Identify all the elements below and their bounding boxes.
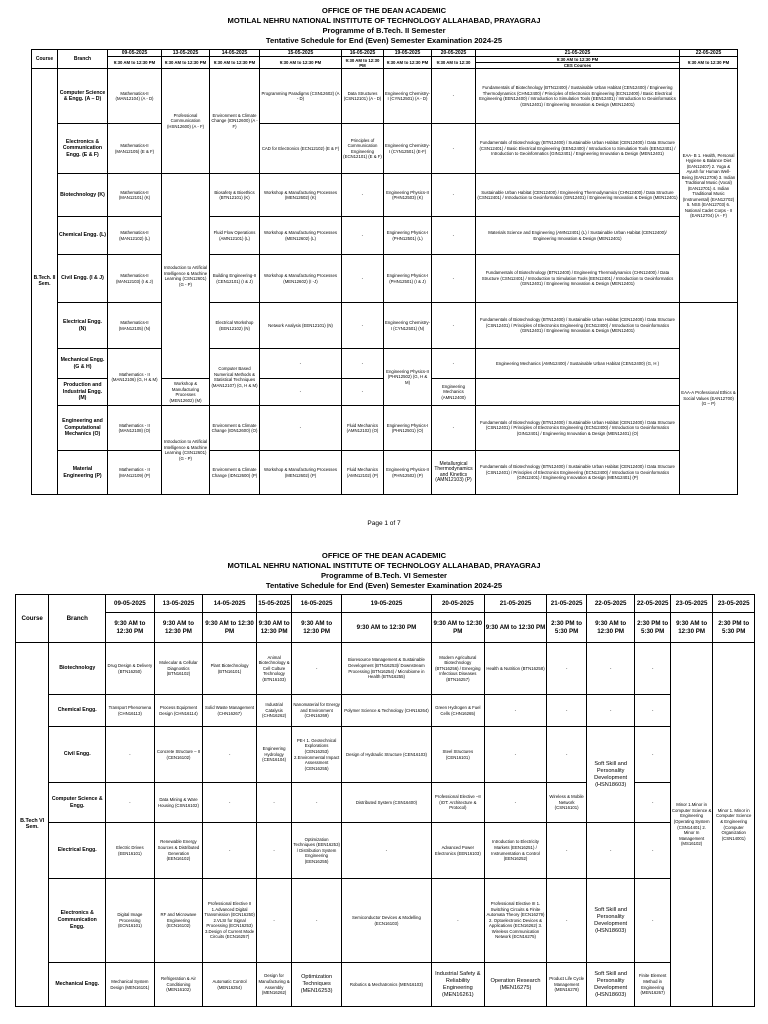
course-cell: B.Tech. II Sem.	[32, 69, 58, 495]
time-header: 9:30 AM to 12:30 PM	[260, 57, 342, 69]
exam-cell: Mechanical System Design (MEN16101)	[106, 963, 155, 1007]
exam-cell: Renewable Energy Sources & Distributed Generation (EEN16102)	[154, 823, 203, 879]
branch-cell: Electrical Engg.	[49, 823, 106, 879]
exam-cell: -	[292, 879, 342, 963]
institute-name: MOTILAL NEHRU NATIONAL INSTITUTE OF TECHNOLOGY ALLAHABAD, PRAYAGRAJ	[227, 16, 541, 25]
exam-cell: Engineering Physics-II (PHN12502) (G, H & M)	[384, 349, 432, 406]
office-title: OFFICE OF THE DEAN ACADEMIC	[321, 551, 447, 560]
exam-cell: -	[586, 823, 635, 879]
exam-cell: -	[256, 823, 291, 879]
exam-cell: Engineering Physics-I (PHN12501) (O)	[384, 406, 432, 451]
exam-cell: -	[106, 727, 155, 783]
exam-cell: -	[203, 783, 257, 823]
exam-cell: -	[432, 879, 485, 963]
exam-cell: Automatic Control (MEN16254)	[203, 963, 257, 1007]
exam-cell: Network Analysis (EEN12101) (N)	[260, 303, 342, 349]
exam-cell: Professional Elective III 1. Switching Circuits & Finite Automata Theory (ECN16279) 2. Optoelectronic Devices & Applications (ECN16262) 3. Wireless Communication Network (ECN16275)	[484, 879, 547, 963]
exam-cell: -	[547, 643, 586, 695]
exam-cell: Mathematics-II (MAN12101) (K)	[108, 174, 162, 217]
exam-cell: Workshop & Manufacturing Processes (MEN12602) (I -J)	[260, 255, 342, 303]
date-header: 21-05-2025	[484, 595, 547, 613]
exam-cell: Drug Design & Delivery (BTN16250)	[106, 643, 155, 695]
schedule-title: Tentative Schedule for End (Even) Semester Examination 2024-25	[265, 36, 503, 45]
date-header: 22-05-2025	[680, 50, 738, 57]
exam-cell: Molecular & Cellular Diagnostics (BTN16102)	[154, 643, 203, 695]
exam-cell: Advanced Power Electronics (EEN16103)	[432, 823, 485, 879]
exam-cell: Fundamentals of Biotechnology (BTN12400) / Engineering Thermodynamics (CHN12400) / Data Structure (CSN12401) / Introduction to Simulation Tools (EEN12401) / Introduction to Geoinformatics (GIN12401) / Engineering Innovation & Design (MEN12401)	[476, 255, 680, 303]
exam-cell: Industrial Safety & Reliability Engineering (MEN16261)	[432, 963, 485, 1007]
exam-cell: Sustainable Urban Habitat (CEN12400) / Engineering Thermodynamics (CHN12400) / Data Structure (CSN12401) / Introduction to Geoinformatics (GIN12401) / Engineering Innovation & Design (MEN12401)	[476, 174, 680, 217]
exam-cell: Nanomaterial for Energy and Environment (CHN16269)	[292, 695, 342, 727]
exam-cell: -	[256, 879, 291, 963]
schedule-sheet-vi-sem	[0, 548, 768, 998]
time-header: 9:30 AM to 12:30 PM	[680, 57, 738, 69]
exam-cell: Fundamentals of Biotechnology (BTN12400) / Sustainable Urban Habitat (CEN12400) / Data Structure (CSN12401) / Basic Electrical Engineering (EEN12400) / Introduction to Simulation Tools (EEN12401) / Introduction to Geoinformatics (GIN12401) / Engineering Innovation & Design (MEN12401)	[476, 124, 680, 174]
exam-cell: -	[432, 349, 476, 379]
exam-cell: Engineering Physics-I (PHN12501) (L)	[384, 217, 432, 255]
col-course-header: Course	[16, 595, 49, 643]
exam-cell: -	[342, 174, 384, 217]
exam-cell: Wireless & Mobile Network (CSN16101)	[547, 783, 586, 823]
exam-cell: Professional Elective II 1.Advanced Digital Transmission (ECN16250) 2.VLSI for Signal Processing (ECN16253) 3.Design of Current Mode Circuits (ECN16257)	[203, 879, 257, 963]
exam-cell: Distributed System (CSN16400)	[341, 783, 431, 823]
exam-cell: -	[203, 727, 257, 783]
sheet1-header	[0, 0, 768, 46]
exam-cell: Concrete Structure – II (CEN16102)	[154, 727, 203, 783]
exam-cell: Engineering Hydrology (CEN16104)	[256, 727, 291, 783]
exam-cell: -	[203, 823, 257, 879]
time-header: 9:30 AM to 12:30 PM	[203, 613, 257, 643]
exam-cell: Workshop & Manufacturing Processes (MEN12602) (L)	[260, 217, 342, 255]
institute-name: MOTILAL NEHRU NATIONAL INSTITUTE OF TECHNOLOGY ALLAHABAD, PRAYAGRAJ	[227, 561, 541, 570]
exam-cell: Introduction to Artificial Intelligence & Machine Learning (CSN12601) (G - P)	[162, 406, 210, 495]
time-header: 9:30 AM to 12:30 PM	[106, 613, 155, 643]
exam-cell: -	[635, 727, 670, 783]
exam-cell: Programming Paradigms (CSN12602) (A - D)	[260, 69, 342, 124]
exam-cell: -	[432, 69, 476, 124]
exam-cell: -	[547, 695, 586, 727]
exam-cell: Engineering Physics-II (PHN12503) (K)	[384, 174, 432, 217]
exam-cell: -	[484, 783, 547, 823]
exam-cell: Soft Skill and Personality Development (HSN18603)	[586, 963, 635, 1007]
exam-cell: -	[432, 303, 476, 349]
exam-cell: Electrical Workshop (EEN12102) (N)	[210, 303, 260, 349]
branch-cell: Electrical Engg. (N)	[58, 303, 108, 349]
exam-cell: Fundamentals of Biotechnology (BTN12400) / Sustainable Urban Habitat (CEN12400) / Engineering Thermodynamics (CHN12400) / Principles of Electronics Engineering (ECN12400) / Basic Electrical Engineering (EEN12400) / Introduction to Simulation Tools (EEN12401) / Introduction to Geoinformatics (GIN12401) / Engineering Innovation & Design (MEN12401)	[476, 69, 680, 124]
exam-cell: -	[484, 695, 547, 727]
time-header: 9:30 AM to 12:30 PM	[341, 613, 431, 643]
exam-cell: -	[547, 879, 586, 963]
time-header: 9:30 AM to 12:30 PM	[154, 613, 203, 643]
branch-cell: Civil Engg.	[49, 727, 106, 783]
branch-cell: Engineering and Computational Mechanics (O)	[58, 406, 108, 451]
exam-cell: Engineering Chemistry-I (CYN12501) (N)	[384, 303, 432, 349]
date-header: 16-05-2025	[292, 595, 342, 613]
date-header: 20-05-2025	[432, 595, 485, 613]
time-header: 2:30 PM to 5:30 PM	[635, 613, 670, 643]
exam-cell: Soft Skill and Personality Development (HSN18603)	[586, 879, 635, 963]
exam-cell: Professional Communication (HSN12600) (A - F)	[162, 69, 210, 174]
exam-cell: Optimization Techniques (EEN16253) / Distribution System Engineering (EEN16255)	[292, 823, 342, 879]
exam-cell: -	[292, 643, 342, 695]
time-header: 9:30 AM to 12:30 PM	[384, 57, 432, 69]
date-header: 13-05-2025	[154, 595, 203, 613]
minor-exam-cell: Minor 1. Minor in Computer Science & Engineering (Computer Organization (CSN14001)	[713, 643, 755, 1007]
exam-cell: Workshop & Manufacturing Processes (MEN12602) (K)	[260, 174, 342, 217]
date-header: 19-05-2025	[341, 595, 431, 613]
exam-cell: Fluid Mechanics (AMN12102) (P)	[342, 451, 384, 495]
exam-cell: Engineering Mechanics (AMN12400) / Sustainable Urban Habitat (CEN12400) (G, H )	[476, 349, 680, 379]
programme-title: Programme of B.Tech. VI Semester	[320, 571, 448, 580]
time-header: 9:30 AM to 12:30 PM	[432, 613, 485, 643]
exam-cell: Mathematics-II (MAN12105) (N)	[108, 303, 162, 349]
col-branch-header: Branch	[49, 595, 106, 643]
schedule-title: Tentative Schedule for End (Even) Semester Examination 2024-25	[265, 581, 503, 590]
branch-cell: Chemical Engg. (L)	[58, 217, 108, 255]
exam-cell: Robotics & Mechatronics (MEN16103)	[341, 963, 431, 1007]
schedule-table-ii-sem	[31, 49, 738, 495]
exam-cell: Refrigeration & Air Conditioning (MEN16102)	[154, 963, 203, 1007]
date-header: 22-05-2025	[586, 595, 635, 613]
date-header: 15-05-2025	[260, 50, 342, 57]
exam-cell: -	[432, 174, 476, 217]
exam-cell: -	[547, 823, 586, 879]
exam-cell: -	[635, 695, 670, 727]
date-header: 15-05-2025	[256, 595, 291, 613]
exam-cell: Biosafety & Bioethics (BTN12101) (K)	[210, 174, 260, 217]
exam-cell: Workshop & Manufacturing Processes (MEN12602) (P)	[260, 451, 342, 495]
time-header: 9:30 AM to 12:30 PM	[108, 57, 162, 69]
branch-cell: Mechanical Engg.	[49, 963, 106, 1007]
exam-cell: -	[635, 643, 670, 695]
time-header: 9:30 AM to 12:30 PM	[342, 57, 384, 69]
time-header: 9:30 AM to 12:30 PM	[210, 57, 260, 69]
date-header: 09-05-2025	[106, 595, 155, 613]
time-header: 9:30 AM to 12:30 PM	[484, 613, 547, 643]
exam-cell: Professional Elective –II (IOT: Architecture & Protocol)	[432, 783, 485, 823]
branch-cell: Chemical Engg.	[49, 695, 106, 727]
branch-cell: Biotechnology	[49, 643, 106, 695]
exam-cell: Industrial Catalysis (CHN16262)	[256, 695, 291, 727]
exam-cell: -	[260, 349, 342, 379]
office-title: OFFICE OF THE DEAN ACADEMIC	[321, 6, 447, 15]
exam-cell: -	[547, 727, 586, 783]
exam-cell: Fundamentals of Biotechnology (BTN12400) / Sustainable Urban Habitat (CEN12400) / Data Structure (CSN12401) / Principles of Electronics Engineering (ECN12400) / Introduction to Geoinformatics (GIN12401) / Engineering Innovation & Design (MEN12401)	[476, 303, 680, 349]
exam-cell: RF and Microwave Engineering (ECN16102)	[154, 879, 203, 963]
exam-cell: -	[635, 783, 670, 823]
exam-cell: Materials Science and Engineering (AMN12401) (L) / Sustainable Urban Habitat (CEN12400)/ Engineering Innovation & Design (MEN12401)	[476, 217, 680, 255]
exam-cell: EAA-A Professional Ethics & Social Values (EAN12700) (G – P)	[680, 303, 738, 495]
ces-label: CES Courses	[563, 63, 592, 68]
exam-cell: Operation Research (MEN16275)	[484, 963, 547, 1007]
exam-cell: Animal Biotechnology & Cell Culture Technology (BTN16103)	[256, 643, 291, 695]
exam-cell: Engineering Chemistry-I (CYN12501) (A - D)	[384, 69, 432, 124]
exam-cell: -	[586, 695, 635, 727]
exam-cell: CAD for Electronics (ECN12102) (E & F)	[260, 124, 342, 174]
exam-cell: Digital Image Processing (ECN16101)	[106, 879, 155, 963]
exam-cell: Optimization Techniques (MEN16253)	[292, 963, 342, 1007]
exam-cell: Workshop & Manufacturing Processes (MEN12602) (M)	[162, 379, 210, 406]
exam-cell: Mathematics - II (MAN12108) (O)	[108, 406, 162, 451]
exam-cell: Metallurgical Thermodynamics and Kinetics (AMN12103) (P)	[432, 451, 476, 495]
exam-cell: Bioresource Management & Sustainable Development (BTN16253)/ Downstream Processing (BTN16254) / Microbiome in Health (BTN16255)	[341, 643, 431, 695]
exam-cell: Product Life Cycle Management (MEN16278)	[547, 963, 586, 1007]
date-header: 23-05-2025	[713, 595, 755, 613]
exam-cell: -	[484, 727, 547, 783]
date-header: 13-05-2025	[162, 50, 210, 57]
time-header: 2:30 PM to 5:30 PM	[713, 613, 755, 643]
exam-cell: Engineering Physics-I (PHN12501) (I & J)	[384, 255, 432, 303]
exam-cell: Transport Phenomena (CHN16113)	[106, 695, 155, 727]
exam-cell: Fundamentals of Biotechnology (BTN12400) / Sustainable Urban Habitat (CEN12400) / Data Structure (CSN12401) / Principles of Electronics Engineering (ECN12400) / Introduction to Geoinformatics (GIN12401) / Engineering Innovation & Design (MEN12401) (O)	[476, 406, 680, 451]
col-branch-header: Branch	[58, 50, 108, 69]
branch-cell: Electronics & Communication Engg. (E & F)	[58, 124, 108, 174]
exam-cell: Engineering Mechanics (AMN12400)	[432, 379, 476, 406]
exam-cell: -	[342, 255, 384, 303]
sheet2-header	[0, 548, 768, 591]
exam-cell: -	[432, 406, 476, 451]
time-header: 9:30 AM to 12:30 PM	[292, 613, 342, 643]
exam-cell: Health & Nutrition (BTN16258)	[484, 643, 547, 695]
exam-cell: -	[260, 379, 342, 406]
branch-cell: Material Engineering (P)	[58, 451, 108, 495]
course-cell: B.Tech VI Sem.	[16, 643, 49, 1007]
exam-cell: Plant Biotechnology (BTN16101)	[203, 643, 257, 695]
date-header: 14-05-2025	[203, 595, 257, 613]
exam-cell: Mathematics - II (MAN12109) (P)	[108, 451, 162, 495]
exam-cell: Building Engineering-II (CEN12101) (I & J)	[210, 255, 260, 303]
exam-cell: Mathematics - II (MAN12106) (G, H & M)	[108, 349, 162, 406]
schedule-table-vi-sem	[15, 594, 755, 1007]
exam-cell: -	[342, 217, 384, 255]
exam-cell: Environment & Climate Change (IDN12600) (A - F)	[210, 69, 260, 174]
exam-cell: -	[342, 303, 384, 349]
date-header: 09-05-2025	[108, 50, 162, 57]
col-course-header: Course	[32, 50, 58, 69]
branch-cell: Production and Industrial Engg. (M)	[58, 379, 108, 406]
time-header: 9:30 AM to 12:30 PM	[256, 613, 291, 643]
programme-title: Programme of B.Tech. II Semester	[322, 26, 446, 35]
exam-cell: Mathematics-II (MAN12103) (I & J)	[108, 255, 162, 303]
exam-cell: Steel Structures (CEN16101)	[432, 727, 485, 783]
date-header: 21-05-2025	[547, 595, 586, 613]
exam-cell: Engineering Chemistry-I (CYN12501) (E-F)	[384, 124, 432, 174]
exam-cell: Data Mining & Ware Housing (CSN16102)	[154, 783, 203, 823]
date-header: 16-05-2025	[342, 50, 384, 57]
exam-cell: Mathematics-II (MAN12102) (L)	[108, 217, 162, 255]
exam-cell: -	[106, 783, 155, 823]
exam-cell: Design of Hydraulic Structure (CEN16103)	[341, 727, 431, 783]
exam-cell: Principles of Communication Engineering (ECN12101) (E & F)	[342, 124, 384, 174]
exam-cell: Data Structures (CSN12101) (A - D)	[342, 69, 384, 124]
branch-cell: Civil Engg. (I & J)	[58, 255, 108, 303]
branch-cell: Mechanical Engg. (G & H)	[58, 349, 108, 379]
page-number: Page 1 of 7	[367, 520, 401, 527]
branch-cell: Electronics & Communication Engg.	[49, 879, 106, 963]
exam-cell: Introduction to Artificial Intelligence & Machine Learning (CSN12601) (G - P)	[162, 174, 210, 379]
time-header: 9:30 AM to 12:30 PM	[586, 613, 635, 643]
exam-cell: -	[432, 217, 476, 255]
exam-cell: Fluid Mechanics (AMN12102) (O)	[342, 406, 384, 451]
exam-cell: -	[342, 349, 384, 379]
exam-cell: Fluid Flow Operations (AMN12101) (L)	[210, 217, 260, 255]
time-label: 9:30 AM to 12:30 PM	[476, 57, 679, 63]
exam-cell: EAA- B 1. Health, Personal Hygiene & Balance Diet (EAN12407) 2. Yoga & Ayush for Human Well- Being (EAN12706) 3. Indian Traditional Music (Vocal) (EAN12701) 4. Indian Traditional Music (Instrumental) (EAN12702) 5. NSS (EAN12703) 6. National Cadet Corps - II (EAN12704) (A - F)	[680, 69, 738, 303]
exam-cell: -	[635, 823, 670, 879]
exam-cell: Computer Based Numerical Methods & Statistical Techniques (MAN12107) (G, H & M)	[210, 349, 260, 406]
exam-cell: Process Equipment Design (CHN16114)	[154, 695, 203, 727]
time-header	[476, 57, 680, 69]
exam-cell: -	[292, 783, 342, 823]
exam-cell: -	[342, 379, 384, 406]
exam-cell: Finite Element Method in Engineering (MEN16267)	[635, 963, 670, 1007]
date-header: 23-05-2025	[670, 595, 713, 613]
exam-cell: Engineering Physics-II (PHN12502) (P)	[384, 451, 432, 495]
date-header: 14-05-2025	[210, 50, 260, 57]
exam-cell: Soft Skill and Personality Development (HSN18603)	[586, 727, 635, 823]
exam-cell: Environment & Climate Change (IDN12600) (P)	[210, 451, 260, 495]
exam-cell: Modern Agricultural Biotechnology (BTN16256) / Emerging Infectious Diseases (BTN16257)	[432, 643, 485, 695]
branch-cell: Computer Science & Engg. (A – D)	[58, 69, 108, 124]
exam-cell: Electric Drives (EEN16101)	[106, 823, 155, 879]
exam-cell: Fundamentals of Biotechnology (BTN12400) / Sustainable Urban Habitat (CEN12400) / Data Structure (CSN12401) / Principles of Electronics Engineering (ECN12400) / Introduction to Geoinformatics (GIN12401) / Engineering Innovation & Design (MEN12401) (P)	[476, 451, 680, 495]
exam-cell: -	[432, 124, 476, 174]
branch-cell: Computer Science & Engg.	[49, 783, 106, 823]
time-header: 9:30 AM to 12:30	[432, 57, 476, 69]
exam-cell: -	[635, 879, 670, 963]
exam-cell: -	[256, 783, 291, 823]
date-header: 19-05-2025	[384, 50, 432, 57]
minor-exam-cell: Minor 1.Minor in Computer Science & Engineering (Operating System (CSN14401) 2. Minor In Management (MS16102)	[670, 643, 713, 1007]
branch-cell: Biotechnology (K)	[58, 174, 108, 217]
exam-cell: -	[260, 406, 342, 451]
exam-cell: -	[432, 255, 476, 303]
date-header: 20-05-2025	[432, 50, 476, 57]
time-header: 9:30 AM to 12:30 PM	[162, 57, 210, 69]
exam-cell: PE-I 1. Geotechnical Explorations (CEN16253) 2.Environmental Impact Assessment (CEN16255)	[292, 727, 342, 783]
date-header: 22-05-2025	[635, 595, 670, 613]
exam-cell: Introduction to Electricity Markets (EEN16251) / Instrumentation & Control (EEN16252)	[484, 823, 547, 879]
exam-cell: Polymer Science & Technology (CHN16264)	[341, 695, 431, 727]
exam-cell: Environment & Climate Change (IDN12600) (O)	[210, 406, 260, 451]
exam-cell: -	[341, 823, 431, 879]
exam-cell: Design for Manufacturing & Assembly (MEN16262)	[256, 963, 291, 1007]
exam-cell: -	[586, 643, 635, 695]
date-header: 21-05-2025	[476, 50, 680, 57]
exam-cell: Mathematics-II (MAN12105) (E & F)	[108, 124, 162, 174]
time-header: 9:30 AM to 12:30 PM	[670, 613, 713, 643]
exam-cell: Green Hydrogen & Fuel Cells (CHN16265)	[432, 695, 485, 727]
exam-cell: Semiconductor Devices & Modelling (ECN16103)	[341, 879, 431, 963]
exam-cell: Mathematics-II (MAN12104) (A - D)	[108, 69, 162, 124]
exam-cell: Solid Waste Management (CHN16267)	[203, 695, 257, 727]
time-header: 2:30 PM to 5:30 PM	[547, 613, 586, 643]
